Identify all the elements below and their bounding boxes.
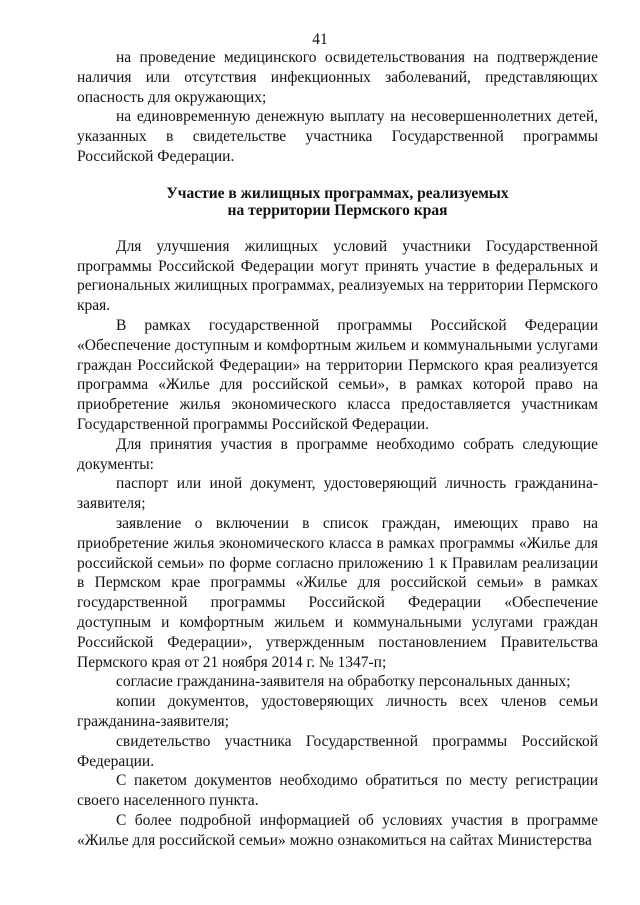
list-item-consent: согласие гражданина-заявителя на обработку персональных данных;	[116, 673, 571, 691]
section-heading-line-1: Участие в жилищных программах, реализуемых	[166, 184, 509, 202]
list-item-family-documents: копии документов, удостоверяющих личность всех членов семьи гражданина-заявителя;	[77, 693, 598, 730]
paragraph-more-info: С более подробной информацией об условиях участия в программе «Жилье для российской семьи» можно ознакомиться на сайтах Министерства	[77, 811, 598, 849]
page-number: 41	[312, 31, 328, 48]
list-item-passport: паспорт или иной документ, удостоверяющий личность гражданина-заявителя;	[77, 475, 598, 513]
document-body	[77, 48, 598, 850]
paragraph-documents-intro: Для принятия участия в программе необходимо собрать следующие документы:	[77, 435, 598, 473]
section-heading	[77, 185, 598, 219]
paragraph-lump-sum-payment: на единовременную денежную выплату на несовершеннолетних детей, указанных в свидетельстве участника Государственной программы Российской Федерации.	[77, 108, 598, 165]
paragraph-housing-program: В рамках государственной программы Российской Федерации «Обеспечение доступным и комфортным жильем и коммунальными услугами граждан Российской Федерации» на территории Пермского края реализуется программа «Жилье для российской семьи», в рамках которой право на приобретение жилья экономического класса предоставляется участникам Государственной программы Российской Федерации.	[77, 316, 598, 433]
paragraph-where-to-apply: С пакетом документов необходимо обратиться по месту регистрации своего населенного пункта.	[77, 772, 598, 810]
section-heading-line-2: на территории Пермского края	[227, 201, 448, 219]
paragraph-medical-exam: на проведение медицинского освидетельствования на подтверждение наличия или отсутствия инфекционных заболеваний, представляющих опасность для окружающих;	[77, 49, 598, 106]
list-item-application: заявление о включении в список граждан, имеющих право на приобретение жилья экономического класса в рамках программы «Жилье для российской семьи» по форме согласно приложению 1 к Правилам реализации в Пермском крае программы «Жилье для российской семьи» в рамках государственной программы Российской Федерации «Обеспечение доступным и комфортным жильем и коммунальными услугами граждан Российской Федерации», утвержденным постановлением Правительства Пермского края от 21 ноября 2014 г. № 1347-п;	[77, 514, 598, 671]
paragraph-housing-intro: Для улучшения жилищных условий участники Государственной программы Российской Федерации могут принять участие в федеральных и региональных жилищных программах, реализуемых на территории Пермского края.	[77, 237, 598, 315]
list-item-participant-certificate: свидетельство участника Государственной программы Российской Федерации.	[77, 732, 598, 770]
